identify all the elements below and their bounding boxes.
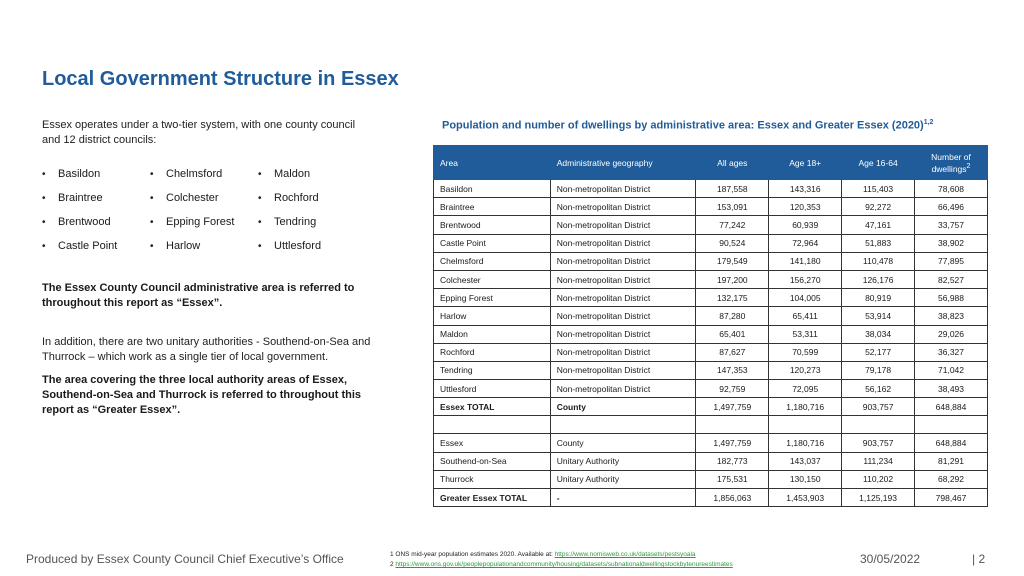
table-cell: 71,042 [915,361,988,379]
table-cell: 187,558 [696,180,769,198]
table-cell: 47,161 [842,216,915,234]
table-cell: Non-metropolitan District [550,216,696,234]
table-cell: 143,316 [769,180,842,198]
table-cell: 115,403 [842,180,915,198]
list-item [150,192,258,204]
table-cell: 78,608 [915,180,988,198]
council-row [42,186,372,210]
table-cell: 197,200 [696,270,769,288]
header-dwellings-superscript: 2 [966,161,971,170]
table-row [434,252,988,270]
table-title [442,119,933,132]
table-cell: 147,353 [696,361,769,379]
header-dwellings-text: Number of dwellings [931,151,971,174]
table-cell: 80,919 [842,289,915,307]
table-cell: 1,453,903 [769,489,842,507]
council-name: Castle Point [58,240,118,252]
list-item [42,240,150,252]
table-cell: 38,902 [915,234,988,252]
table-cell: Braintree [434,198,551,216]
table-cell: Non-metropolitan District [550,234,696,252]
table-cell: 72,095 [769,380,842,398]
table-cell: 56,162 [842,380,915,398]
table-row [434,434,988,452]
footer-date: 30/05/2022 [860,552,921,566]
table-cell: 130,150 [769,470,842,488]
table-cell: 1,180,716 [769,398,842,416]
table-cell: 38,034 [842,325,915,343]
table-cell: 903,757 [842,434,915,452]
district-council-list [42,162,372,258]
table-cell: 70,599 [769,343,842,361]
unitary-authorities-note: In addition, there are two unitary authorities - Southend-on-Sea and Thurrock – which work as a single tier of local government. [42,336,371,363]
council-name: Epping Forest [166,216,235,228]
header-age-16-64: Age 16-64 [842,146,915,180]
table-cell: 79,178 [842,361,915,379]
table-cell: 65,411 [769,307,842,325]
table-cell: Unitary Authority [550,452,696,470]
bullet-icon: • [258,240,262,252]
table-cell: Uttlesford [434,380,551,398]
table-cell: 1,856,063 [696,489,769,507]
bullet-icon: • [42,240,46,252]
table-row [434,216,988,234]
list-item [258,240,366,252]
table-cell: 36,327 [915,343,988,361]
bullet-icon: • [258,192,262,204]
table-spacer-row [434,416,988,434]
table-cell: 175,531 [696,470,769,488]
table-cell [434,416,551,434]
table-title-superscript: 1,2 [923,119,934,126]
table-cell: 77,242 [696,216,769,234]
table-cell: 81,291 [915,452,988,470]
table-cell [842,416,915,434]
council-name: Basildon [58,168,101,180]
table-cell: Greater Essex TOTAL [434,489,551,507]
table-cell: 60,939 [769,216,842,234]
bullet-icon: • [150,192,154,204]
table-cell: County [550,398,696,416]
table-cell: Castle Point [434,234,551,252]
intro-text: Essex operates under a two-tier system, with one county council and 12 district councils: [42,119,356,146]
table-cell: - [550,489,696,507]
table-cell: Brentwood [434,216,551,234]
table-cell: 38,823 [915,307,988,325]
table-cell: 182,773 [696,452,769,470]
table-cell: Non-metropolitan District [550,252,696,270]
table-row [434,180,988,198]
header-all-ages: All ages [696,146,769,180]
table-row [434,325,988,343]
table-cell: 1,125,193 [842,489,915,507]
council-row [42,234,372,258]
table-cell: Non-metropolitan District [550,361,696,379]
table-row [434,452,988,470]
table-row [434,489,988,507]
table-cell: 87,280 [696,307,769,325]
table-cell: 156,270 [769,270,842,288]
table-cell: 110,202 [842,470,915,488]
table-cell: Chelmsford [434,252,551,270]
council-name: Harlow [166,240,201,252]
table-row [434,361,988,379]
council-name: Chelmsford [166,168,223,180]
table-title-text: Population and number of dwellings by administrative area: Essex and Greater Essex (2020) [442,119,924,132]
table-row [434,198,988,216]
table-cell: 111,234 [842,452,915,470]
table-cell: Tendring [434,361,551,379]
council-name: Colchester [166,192,219,204]
table-cell: 90,524 [696,234,769,252]
table-cell: Rochford [434,343,551,361]
bullet-icon: • [150,240,154,252]
table-cell: 1,497,759 [696,434,769,452]
table-cell: Non-metropolitan District [550,198,696,216]
table-cell: 143,037 [769,452,842,470]
table-cell: 53,311 [769,325,842,343]
table-cell: 104,005 [769,289,842,307]
table-cell: 153,091 [696,198,769,216]
council-name: Maldon [274,168,311,180]
header-dwellings [915,146,988,180]
table-cell: 132,175 [696,289,769,307]
bullet-icon: • [42,216,46,228]
table-row [434,234,988,252]
table-cell: County [550,434,696,452]
table-cell: 66,496 [915,198,988,216]
council-row [42,162,372,186]
council-row [42,210,372,234]
table-cell: 110,478 [842,252,915,270]
bullet-icon: • [42,168,46,180]
footnote-2 [390,560,733,570]
table-cell [769,416,842,434]
table-cell: 65,401 [696,325,769,343]
list-item [42,168,150,180]
bullet-icon: • [258,168,262,180]
table-cell: Non-metropolitan District [550,380,696,398]
table-cell: 52,177 [842,343,915,361]
table-cell: 72,964 [769,234,842,252]
list-item [150,168,258,180]
table-cell: 903,757 [842,398,915,416]
table-cell: 648,884 [915,398,988,416]
table-cell: 141,180 [769,252,842,270]
table-cell: 798,467 [915,489,988,507]
footnote-2-prefix: 2 [390,561,396,568]
footnotes [390,550,733,570]
bullet-icon: • [258,216,262,228]
table-cell: 68,292 [915,470,988,488]
table-row [434,398,988,416]
table-cell: 29,026 [915,325,988,343]
council-name: Brentwood [58,216,111,228]
council-name: Rochford [274,192,319,204]
bullet-icon: • [150,168,154,180]
table-row [434,470,988,488]
table-cell: Non-metropolitan District [550,343,696,361]
table-cell: 120,273 [769,361,842,379]
table-cell: Basildon [434,180,551,198]
table-cell: Non-metropolitan District [550,325,696,343]
table-cell: 77,895 [915,252,988,270]
list-item [150,240,258,252]
table-cell: 53,914 [842,307,915,325]
bullet-icon: • [150,216,154,228]
table-cell: 648,884 [915,434,988,452]
table-row [434,307,988,325]
table-cell: 120,353 [769,198,842,216]
bullet-icon: • [42,192,46,204]
table-cell: 92,272 [842,198,915,216]
table-cell [696,416,769,434]
population-dwellings-table [433,145,988,507]
table-header-row [434,146,988,180]
table-cell: 56,988 [915,289,988,307]
council-name: Braintree [58,192,103,204]
list-item [258,216,366,228]
table-cell: Southend-on-Sea [434,452,551,470]
table-row [434,380,988,398]
table-cell: Harlow [434,307,551,325]
footnote-1 [390,550,733,560]
table-cell: 51,883 [842,234,915,252]
footnote-1-link[interactable]: https://www.nomisweb.co.uk/datasets/pestsyoala [554,551,696,558]
footer-producer: Produced by Essex County Council Chief Executive’s Office [26,552,344,566]
table-cell: 1,497,759 [696,398,769,416]
table-cell: 92,759 [696,380,769,398]
table-cell: 179,549 [696,252,769,270]
table-cell: Epping Forest [434,289,551,307]
table-cell: Non-metropolitan District [550,270,696,288]
table-cell: 38,493 [915,380,988,398]
table-cell: Colchester [434,270,551,288]
table-row [434,343,988,361]
header-area: Area [434,146,551,180]
list-item [150,216,258,228]
table-cell: 82,527 [915,270,988,288]
table-cell: 1,180,716 [769,434,842,452]
table-cell: Non-metropolitan District [550,180,696,198]
table-row [434,270,988,288]
table-cell: 126,176 [842,270,915,288]
list-item [258,192,366,204]
council-name: Tendring [274,216,317,228]
footnote-2-link[interactable]: https://www.ons.gov.uk/peoplepopulationandcommunity/housing/datasets/subnationaldwellingstockbytenureestimates [395,561,733,568]
table-cell: Maldon [434,325,551,343]
table-cell: Unitary Authority [550,470,696,488]
table-cell: 87,627 [696,343,769,361]
table-cell: 33,757 [915,216,988,234]
list-item [42,192,150,204]
header-age-18-plus: Age 18+ [769,146,842,180]
page-number: | 2 [972,552,986,566]
greater-essex-definition-note: The area covering the three local authority areas of Essex, Southend-on-Sea and Thurrock is referred to throughout this report as “Greater Essex”. [42,374,362,416]
table-cell: Non-metropolitan District [550,289,696,307]
table-cell: Essex [434,434,551,452]
table-cell [550,416,696,434]
table-row [434,289,988,307]
header-admin-geography: Administrative geography [550,146,696,180]
essex-definition-note: The Essex County Council administrative area is referred to throughout this report as “Essex”. [42,282,355,309]
table-cell: Non-metropolitan District [550,307,696,325]
table-cell: Essex TOTAL [434,398,551,416]
table-cell: Thurrock [434,470,551,488]
table-cell [915,416,988,434]
footnote-1-text: 1 ONS mid-year population estimates 2020. Available at: [390,551,555,558]
list-item [42,216,150,228]
page-title: Local Government Structure in Essex [42,68,399,90]
council-name: Uttlesford [274,240,322,252]
list-item [258,168,366,180]
